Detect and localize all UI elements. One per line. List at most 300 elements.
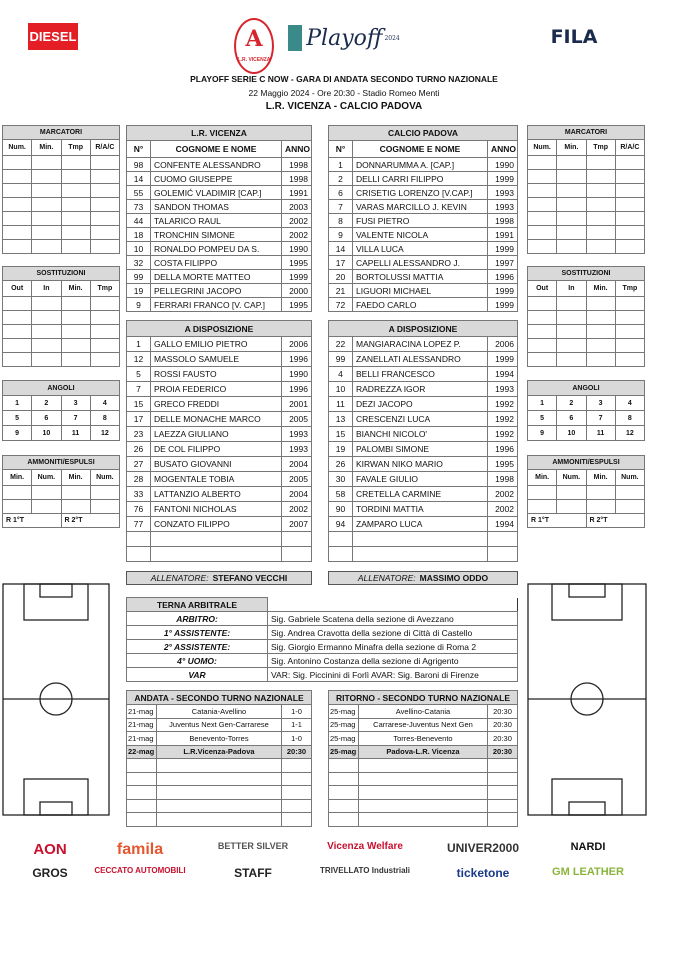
- referee-name: Sig. Andrea Cravotta della sezione di Città di Castello: [268, 626, 518, 640]
- bench-player-row: [329, 487, 518, 502]
- corner-checkbox[interactable]: 6: [32, 411, 61, 426]
- andata-title: ANDATA - SECONDO TURNO NAZIONALE: [127, 691, 312, 705]
- corner-checkbox[interactable]: 4: [90, 396, 119, 411]
- entry-cell[interactable]: [32, 353, 61, 367]
- entry-cell[interactable]: [3, 500, 32, 514]
- bench-player-row: [127, 547, 312, 562]
- player-name: TALARICO RAUL: [151, 214, 282, 228]
- player-name: CRESCENZI LUCA: [353, 412, 488, 427]
- fixture-result: 1-0: [281, 732, 311, 746]
- left-angoli-table: [2, 380, 120, 441]
- player-name: CUOMO GIUSEPPE: [151, 172, 282, 186]
- entry-cell[interactable]: [528, 353, 557, 367]
- player-year: 2002: [487, 487, 517, 502]
- entry-cell[interactable]: [586, 297, 615, 311]
- entry-cell[interactable]: [90, 486, 119, 500]
- entry-cell[interactable]: [32, 297, 61, 311]
- player-name: BUSATO GIOVANNI: [151, 457, 282, 472]
- player-name: VARAS MARCILLO J. KEVIN: [353, 200, 488, 214]
- player-number: 44: [127, 214, 151, 228]
- player-name: FERRARI FRANCO [V. CAP.]: [151, 298, 282, 312]
- column-header: R/A/C: [615, 140, 644, 156]
- entry-cell[interactable]: [557, 325, 586, 339]
- player-year: 1994: [487, 367, 517, 382]
- entry-cell[interactable]: [61, 297, 90, 311]
- player-number: 77: [127, 517, 151, 532]
- corner-checkbox[interactable]: 1: [3, 396, 32, 411]
- entry-cell[interactable]: [586, 170, 615, 184]
- fixture-date: 25-mag: [329, 718, 359, 732]
- player-number: 22: [329, 337, 353, 352]
- fixture-match: [359, 759, 488, 773]
- entry-cell[interactable]: [615, 212, 644, 226]
- fixture-date: 25-mag: [329, 745, 359, 759]
- entry-cell[interactable]: [528, 339, 557, 353]
- bench-player-row: [329, 547, 518, 562]
- player-name: LATTANZIO ALBERTO: [151, 487, 282, 502]
- bench-player-row: [329, 367, 518, 382]
- entry-cell[interactable]: [586, 339, 615, 353]
- entry-cell[interactable]: [61, 156, 90, 170]
- entry-cell[interactable]: [61, 500, 90, 514]
- sponsor-logo: Vicenza Welfare: [327, 841, 403, 852]
- entry-cell[interactable]: [557, 212, 586, 226]
- entry-cell[interactable]: [90, 226, 119, 240]
- entry-cell[interactable]: [557, 184, 586, 198]
- column-header: COGNOME E NOME: [353, 141, 488, 158]
- away-coach: ALLENATORE: MASSIMO ODDO: [328, 571, 518, 585]
- entry-cell[interactable]: [557, 486, 586, 500]
- entry-cell[interactable]: [586, 486, 615, 500]
- player-number: 2: [329, 172, 353, 186]
- entry-cell[interactable]: [557, 353, 586, 367]
- fixture-match: [157, 799, 282, 813]
- entry-cell[interactable]: [90, 297, 119, 311]
- player-number: 17: [329, 256, 353, 270]
- bench-player-row: [127, 382, 312, 397]
- corner-checkbox[interactable]: 10: [32, 426, 61, 441]
- player-number: 5: [127, 367, 151, 382]
- entry-cell[interactable]: [528, 311, 557, 325]
- match-date: 22 Maggio 2024 - Ore 20:30 - Stadio Romeo Menti: [248, 88, 440, 98]
- corner-checkbox[interactable]: 12: [90, 426, 119, 441]
- fixture-date: [329, 772, 359, 786]
- entry-cell[interactable]: [615, 198, 644, 212]
- fixture-date: 25-mag: [329, 705, 359, 719]
- fixture-date: [329, 813, 359, 827]
- entry-cell[interactable]: [615, 240, 644, 254]
- player-year: 2002: [487, 502, 517, 517]
- entry-cell[interactable]: [3, 240, 32, 254]
- column-header: Tmp: [61, 140, 90, 156]
- entry-cell[interactable]: [61, 325, 90, 339]
- document-title: PLAYOFF SERIE C NOW - GARA DI ANDATA SECONDO TURNO NAZIONALE: [190, 74, 498, 84]
- entry-cell[interactable]: [528, 156, 557, 170]
- player-number: [127, 532, 151, 547]
- referee-name: Sig. Antonino Costanza della sezione di Agrigento: [268, 654, 518, 668]
- sponsor-logo: STAFF: [234, 866, 272, 880]
- corner-checkbox[interactable]: 11: [61, 426, 90, 441]
- entry-cell[interactable]: [557, 226, 586, 240]
- player-year: [487, 532, 517, 547]
- entry-cell[interactable]: [90, 311, 119, 325]
- entry-cell[interactable]: [615, 486, 644, 500]
- player-row: [329, 200, 518, 214]
- player-number: 58: [329, 487, 353, 502]
- column-header: Num.: [615, 470, 644, 486]
- fixture-row: [127, 813, 312, 827]
- fixture-match: Juventus Next Gen-Carrarese: [157, 718, 282, 732]
- player-year: 1996: [281, 352, 311, 367]
- entry-cell[interactable]: [3, 156, 32, 170]
- entry-cell[interactable]: [90, 212, 119, 226]
- entry-cell[interactable]: [586, 198, 615, 212]
- fixture-result: 1-1: [281, 718, 311, 732]
- entry-cell[interactable]: [3, 325, 32, 339]
- player-row: [329, 228, 518, 242]
- entry-cell[interactable]: [528, 212, 557, 226]
- player-row: [127, 298, 312, 312]
- angoli-title: ANGOLI: [528, 381, 645, 396]
- corner-checkbox[interactable]: 4: [615, 396, 644, 411]
- referee-role: 2° ASSISTENTE:: [127, 640, 268, 654]
- entry-cell[interactable]: [61, 486, 90, 500]
- entry-cell[interactable]: [90, 170, 119, 184]
- entry-cell[interactable]: [528, 184, 557, 198]
- fixture-match: [157, 786, 282, 800]
- player-name: DELLE MONACHE MARCO: [151, 412, 282, 427]
- entry-cell[interactable]: [32, 170, 61, 184]
- fixture-row: [329, 799, 518, 813]
- player-number: 21: [329, 284, 353, 298]
- entry-cell[interactable]: [32, 226, 61, 240]
- second-half-recovery: R 2°T: [586, 514, 645, 528]
- player-year: 1998: [487, 472, 517, 487]
- corner-checkbox[interactable]: 8: [90, 411, 119, 426]
- player-name: MASSOLO SAMUELE: [151, 352, 282, 367]
- corner-checkbox[interactable]: 10: [557, 426, 586, 441]
- entry-cell[interactable]: [90, 198, 119, 212]
- player-number: 9: [127, 298, 151, 312]
- bench-title: A DISPOSIZIONE: [329, 321, 518, 337]
- player-name: CAPELLI ALESSANDRO J.: [353, 256, 488, 270]
- entry-cell[interactable]: [557, 339, 586, 353]
- player-year: 1990: [281, 367, 311, 382]
- player-number: 28: [127, 472, 151, 487]
- referee-role: ARBITRO:: [127, 612, 268, 626]
- fila-logo: FILA: [550, 26, 598, 48]
- entry-cell[interactable]: [615, 500, 644, 514]
- corner-checkbox[interactable]: 8: [615, 411, 644, 426]
- sponsor-logo: CECCATO AUTOMOBILI: [94, 866, 186, 875]
- marcatori-title: MARCATORI: [528, 126, 645, 140]
- referee-row: [127, 640, 518, 654]
- sponsor-logo: GROS: [32, 866, 68, 880]
- bench-title: A DISPOSIZIONE: [127, 321, 312, 337]
- entry-cell[interactable]: [32, 240, 61, 254]
- entry-cell[interactable]: [557, 297, 586, 311]
- corner-checkbox[interactable]: 3: [61, 396, 90, 411]
- entry-cell[interactable]: [90, 500, 119, 514]
- fixture-date: [127, 772, 157, 786]
- entry-cell[interactable]: [3, 339, 32, 353]
- entry-cell[interactable]: [586, 311, 615, 325]
- player-number: 30: [329, 472, 353, 487]
- sponsor-logo: BETTER SILVER: [217, 841, 289, 851]
- player-year: 1999: [487, 298, 517, 312]
- fixture-date: [329, 759, 359, 773]
- entry-cell[interactable]: [557, 311, 586, 325]
- corner-checkbox[interactable]: 2: [32, 396, 61, 411]
- entry-cell[interactable]: [586, 212, 615, 226]
- entry-cell[interactable]: [528, 500, 557, 514]
- player-row: [127, 270, 312, 284]
- bench-player-row: [127, 427, 312, 442]
- entry-cell[interactable]: [615, 226, 644, 240]
- entry-cell[interactable]: [32, 184, 61, 198]
- fixture-match: [359, 799, 488, 813]
- bench-player-row: [127, 502, 312, 517]
- player-number: [329, 532, 353, 547]
- entry-cell[interactable]: [586, 325, 615, 339]
- entry-cell[interactable]: [3, 297, 32, 311]
- player-year: 1992: [487, 397, 517, 412]
- entry-cell[interactable]: [615, 339, 644, 353]
- sostituzioni-title: SOSTITUZIONI: [528, 267, 645, 281]
- entry-cell[interactable]: [557, 500, 586, 514]
- fixture-row: [329, 759, 518, 773]
- player-row: [329, 270, 518, 284]
- fixture-date: 25-mag: [329, 732, 359, 746]
- fixture-date: [127, 759, 157, 773]
- entry-cell[interactable]: [615, 325, 644, 339]
- corner-checkbox[interactable]: 6: [557, 411, 586, 426]
- sponsor-logo: famila: [116, 841, 164, 858]
- player-year: 2007: [281, 517, 311, 532]
- bench-player-row: [127, 442, 312, 457]
- fixture-result: 20:30: [487, 718, 517, 732]
- player-year: 1996: [487, 442, 517, 457]
- referee-row: [127, 626, 518, 640]
- column-header: COGNOME E NOME: [151, 141, 282, 158]
- player-row: [329, 214, 518, 228]
- player-name: FANTONI NICHOLAS: [151, 502, 282, 517]
- entry-cell[interactable]: [61, 226, 90, 240]
- corner-checkbox[interactable]: 7: [61, 411, 90, 426]
- player-number: 99: [329, 352, 353, 367]
- entry-cell[interactable]: [32, 486, 61, 500]
- corner-checkbox[interactable]: 5: [528, 411, 557, 426]
- entry-cell[interactable]: [557, 170, 586, 184]
- entry-cell[interactable]: [3, 184, 32, 198]
- player-year: 1993: [281, 442, 311, 457]
- entry-cell[interactable]: [528, 170, 557, 184]
- entry-cell[interactable]: [586, 226, 615, 240]
- bench-player-row: [127, 397, 312, 412]
- player-year: 1992: [487, 427, 517, 442]
- entry-cell[interactable]: [528, 198, 557, 212]
- player-name: DONNARUMMA A. [CAP.]: [353, 158, 488, 172]
- entry-cell[interactable]: [3, 226, 32, 240]
- entry-cell[interactable]: [615, 170, 644, 184]
- entry-cell[interactable]: [528, 325, 557, 339]
- entry-cell[interactable]: [557, 156, 586, 170]
- away-bench-table: [328, 320, 518, 562]
- entry-cell[interactable]: [615, 353, 644, 367]
- player-row: [329, 172, 518, 186]
- bench-player-row: [127, 517, 312, 532]
- entry-cell[interactable]: [557, 198, 586, 212]
- referee-row: [127, 612, 518, 626]
- fixture-row: [329, 786, 518, 800]
- bench-player-row: [127, 472, 312, 487]
- player-name: CONZATO FILIPPO: [151, 517, 282, 532]
- entry-cell[interactable]: [90, 353, 119, 367]
- player-name: DEZI JACOPO: [353, 397, 488, 412]
- player-year: 2003: [281, 200, 311, 214]
- entry-cell[interactable]: [615, 156, 644, 170]
- entry-cell[interactable]: [3, 311, 32, 325]
- player-name: GALLO EMILIO PIETRO: [151, 337, 282, 352]
- corner-checkbox[interactable]: 9: [528, 426, 557, 441]
- column-header: ANNO: [487, 141, 517, 158]
- entry-cell[interactable]: [90, 156, 119, 170]
- fixture-date: [329, 799, 359, 813]
- player-number: 19: [127, 284, 151, 298]
- entry-cell[interactable]: [32, 156, 61, 170]
- entry-cell[interactable]: [32, 339, 61, 353]
- entry-cell[interactable]: [61, 339, 90, 353]
- entry-cell[interactable]: [528, 297, 557, 311]
- entry-cell[interactable]: [32, 500, 61, 514]
- entry-cell[interactable]: [61, 212, 90, 226]
- player-number: 20: [329, 270, 353, 284]
- entry-cell[interactable]: [615, 311, 644, 325]
- corner-checkbox[interactable]: 12: [615, 426, 644, 441]
- fixture-match: Padova-L.R. Vicenza: [359, 745, 488, 759]
- sponsor-logo: NARDI: [570, 841, 606, 853]
- sostituzioni-title: SOSTITUZIONI: [3, 267, 120, 281]
- referee-row: [127, 668, 518, 682]
- entry-cell[interactable]: [32, 198, 61, 212]
- entry-cell[interactable]: [557, 240, 586, 254]
- corner-checkbox[interactable]: 5: [3, 411, 32, 426]
- corner-checkbox[interactable]: 11: [586, 426, 615, 441]
- player-year: 2002: [281, 502, 311, 517]
- fixture-date: 22-mag: [127, 745, 157, 759]
- entry-cell[interactable]: [3, 170, 32, 184]
- entry-cell[interactable]: [3, 198, 32, 212]
- fixture-match: [359, 786, 488, 800]
- entry-cell[interactable]: [528, 226, 557, 240]
- entry-cell[interactable]: [90, 339, 119, 353]
- entry-cell[interactable]: [586, 156, 615, 170]
- fixture-result: 20:30: [487, 745, 517, 759]
- player-number: 9: [329, 228, 353, 242]
- entry-cell[interactable]: [61, 170, 90, 184]
- entry-cell[interactable]: [586, 184, 615, 198]
- fixture-result: [281, 759, 311, 773]
- fixture-result: [281, 772, 311, 786]
- entry-cell[interactable]: [61, 240, 90, 254]
- corner-checkbox[interactable]: 3: [586, 396, 615, 411]
- player-year: 1996: [487, 270, 517, 284]
- entry-cell[interactable]: [90, 240, 119, 254]
- entry-cell[interactable]: [32, 325, 61, 339]
- sponsor-logo: ticketone: [456, 866, 510, 880]
- fixture-date: [329, 786, 359, 800]
- fixture-row: [127, 718, 312, 732]
- fixture-match: [157, 772, 282, 786]
- entry-cell[interactable]: [61, 311, 90, 325]
- home-coach: ALLENATORE: STEFANO VECCHI: [126, 571, 312, 585]
- entry-cell[interactable]: [615, 184, 644, 198]
- column-header: Min.: [586, 470, 615, 486]
- entry-cell[interactable]: [586, 240, 615, 254]
- entry-cell[interactable]: [528, 240, 557, 254]
- ammoniti-title: AMMONITI/ESPULSI: [528, 456, 645, 470]
- entry-cell[interactable]: [61, 184, 90, 198]
- entry-cell[interactable]: [90, 184, 119, 198]
- player-year: 1996: [281, 382, 311, 397]
- player-name: [353, 547, 488, 562]
- bench-player-row: [329, 412, 518, 427]
- entry-cell[interactable]: [528, 486, 557, 500]
- entry-cell[interactable]: [615, 297, 644, 311]
- referee-role: VAR: [127, 668, 268, 682]
- player-name: PROIA FEDERICO: [151, 382, 282, 397]
- bench-player-row: [329, 517, 518, 532]
- entry-cell[interactable]: [32, 212, 61, 226]
- column-header: Num.: [32, 470, 61, 486]
- corner-checkbox[interactable]: 2: [557, 396, 586, 411]
- bench-player-row: [127, 412, 312, 427]
- player-name: ROSSI FAUSTO: [151, 367, 282, 382]
- away-team-name: CALCIO PADOVA: [329, 126, 518, 141]
- corner-checkbox[interactable]: 1: [528, 396, 557, 411]
- player-row: [329, 186, 518, 200]
- corner-checkbox[interactable]: 9: [3, 426, 32, 441]
- entry-cell[interactable]: [586, 500, 615, 514]
- entry-cell[interactable]: [61, 198, 90, 212]
- player-name: KIRWAN NIKO MARIO: [353, 457, 488, 472]
- fixture-row: [329, 732, 518, 746]
- player-year: 1998: [487, 214, 517, 228]
- ritorno-fixtures-table: [328, 690, 518, 827]
- entry-cell[interactable]: [3, 353, 32, 367]
- player-number: 98: [127, 158, 151, 172]
- entry-cell[interactable]: [90, 325, 119, 339]
- player-number: 90: [329, 502, 353, 517]
- fixture-match: Catania-Avellino: [157, 705, 282, 719]
- column-header: Num.: [528, 140, 557, 156]
- fixture-row: [127, 705, 312, 719]
- entry-cell[interactable]: [586, 353, 615, 367]
- fixture-result: 20:30: [487, 705, 517, 719]
- entry-cell[interactable]: [32, 311, 61, 325]
- column-header: Min.: [32, 140, 61, 156]
- player-number: 15: [329, 427, 353, 442]
- player-row: [127, 200, 312, 214]
- entry-cell[interactable]: [61, 353, 90, 367]
- referee-table: [126, 597, 518, 682]
- fixture-date: 21-mag: [127, 705, 157, 719]
- entry-cell[interactable]: [3, 212, 32, 226]
- corner-checkbox[interactable]: 7: [586, 411, 615, 426]
- fixture-result: [281, 786, 311, 800]
- entry-cell[interactable]: [3, 486, 32, 500]
- pitch-right: [527, 583, 647, 816]
